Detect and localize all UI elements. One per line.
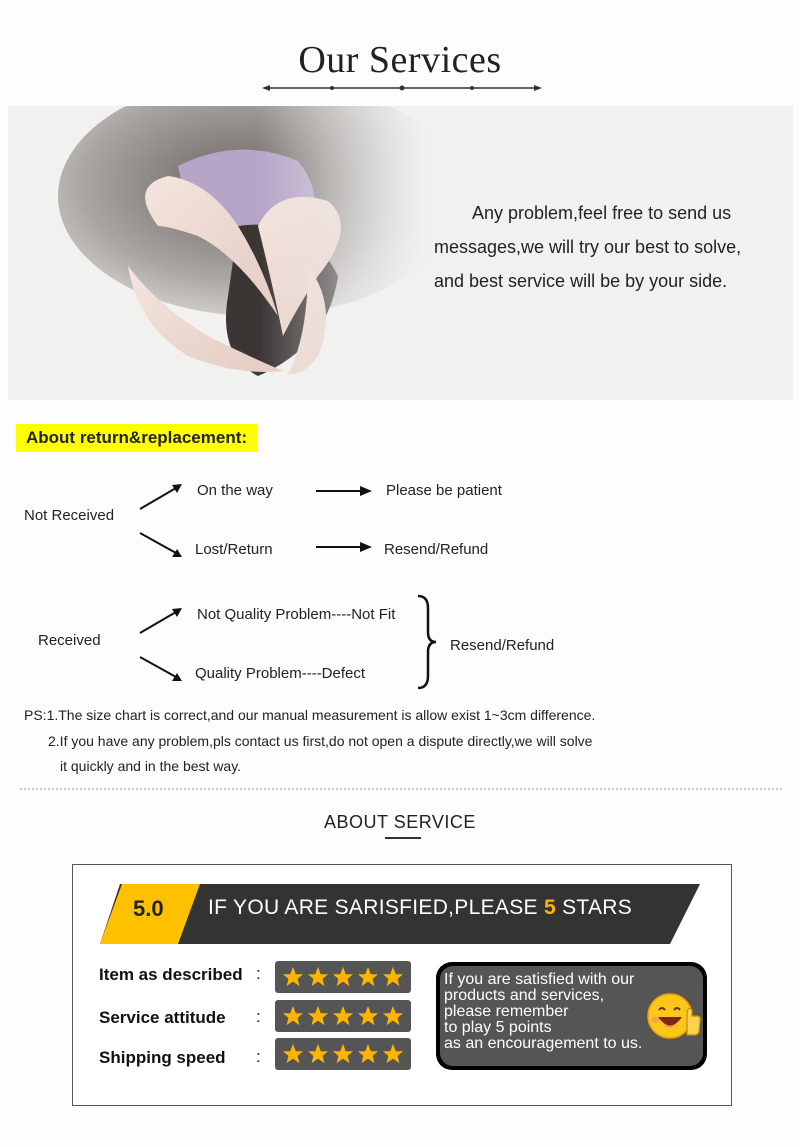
resend-refund-label: Resend/Refund: [450, 637, 555, 654]
resend-refund-label: Resend/Refund: [384, 541, 489, 558]
star-rating[interactable]: [275, 1038, 411, 1070]
arrow-up-right-icon: [138, 482, 184, 512]
page-title: Our Services: [298, 39, 502, 81]
encouragement-line: products and services,: [444, 987, 605, 1004]
star-icon[interactable]: [282, 1043, 304, 1065]
arrow-up-right-icon: [138, 606, 184, 636]
note-line: PS:1.The size chart is correct,and our manual measurement is allow exist 1~3cm difference.: [24, 707, 596, 723]
service-message-line: messages,we will try our best to solve,: [434, 237, 742, 257]
arrow-right-icon: [316, 485, 372, 497]
encouragement-text: [444, 972, 674, 1052]
star-icon[interactable]: [282, 1005, 304, 1027]
on-the-way-label: On the way: [197, 482, 273, 499]
about-service-title: ABOUT SERVICE: [324, 812, 476, 832]
star-icon[interactable]: [382, 1005, 404, 1027]
encouragement-line: as an encouragement to us.: [444, 1035, 643, 1052]
thumbs-up-smiley-icon: [644, 990, 702, 1042]
star-icon[interactable]: [332, 1005, 354, 1027]
hero-banner: [8, 106, 793, 400]
encouragement-line: please remember: [444, 1003, 569, 1020]
star-icon[interactable]: [382, 966, 404, 988]
rating-prompt-highlight: 5: [543, 896, 556, 919]
star-icon[interactable]: [332, 966, 354, 988]
note-line: 2.If you have any problem,pls contact us first,do not open a dispute directly,we will solve: [48, 733, 593, 749]
rating-colon: :: [256, 1007, 261, 1026]
arrow-down-right-icon: [138, 654, 184, 684]
star-icon[interactable]: [357, 1005, 379, 1027]
star-icon[interactable]: [282, 966, 304, 988]
rating-prompt: [208, 896, 632, 920]
rating-score: 5.0: [133, 896, 164, 921]
star-icon[interactable]: [307, 1043, 329, 1065]
rating-label-shipping: Shipping speed: [99, 1048, 226, 1067]
quality-problem-label: Quality Problem----Defect: [195, 665, 366, 682]
not-received-label: Not Received: [24, 507, 115, 524]
rating-prompt-text: STARS: [555, 896, 633, 919]
curly-brace-icon: [414, 594, 438, 690]
star-icon[interactable]: [307, 966, 329, 988]
arrow-down-right-icon: [138, 530, 184, 560]
section-divider: [20, 788, 782, 790]
rating-colon: :: [256, 1047, 261, 1066]
star-icon[interactable]: [357, 1043, 379, 1065]
title-ornament: [262, 82, 542, 94]
star-rating[interactable]: [275, 1000, 411, 1032]
star-rating[interactable]: [275, 961, 411, 993]
encouragement-line: If you are satisfied with our: [444, 971, 635, 988]
heart-hands-photo: [8, 106, 428, 400]
encouragement-line: to play 5 points: [444, 1019, 552, 1036]
rating-label-item: Item as described: [99, 965, 243, 984]
lost-return-label: Lost/Return: [195, 541, 273, 558]
received-label: Received: [38, 632, 101, 649]
star-icon[interactable]: [332, 1043, 354, 1065]
please-be-patient-label: Please be patient: [386, 482, 502, 499]
star-icon[interactable]: [307, 1005, 329, 1027]
title-underline: [385, 837, 421, 839]
rating-prompt-text: IF YOU ARE SARISFIED,PLEASE: [208, 896, 544, 919]
not-quality-problem-label: Not Quality Problem----Not Fit: [197, 606, 396, 623]
arrow-right-icon: [316, 541, 372, 553]
star-icon[interactable]: [382, 1043, 404, 1065]
service-message-line: and best service will be by your side.: [434, 271, 728, 291]
rating-label-service: Service attitude: [99, 1008, 226, 1027]
service-message: [434, 196, 774, 298]
service-message-line: Any problem,feel free to send us: [472, 203, 732, 223]
rating-colon: :: [256, 964, 261, 983]
star-icon[interactable]: [357, 966, 379, 988]
note-line: it quickly and in the best way.: [60, 758, 242, 774]
return-section-heading: About return&replacement:: [16, 424, 257, 452]
